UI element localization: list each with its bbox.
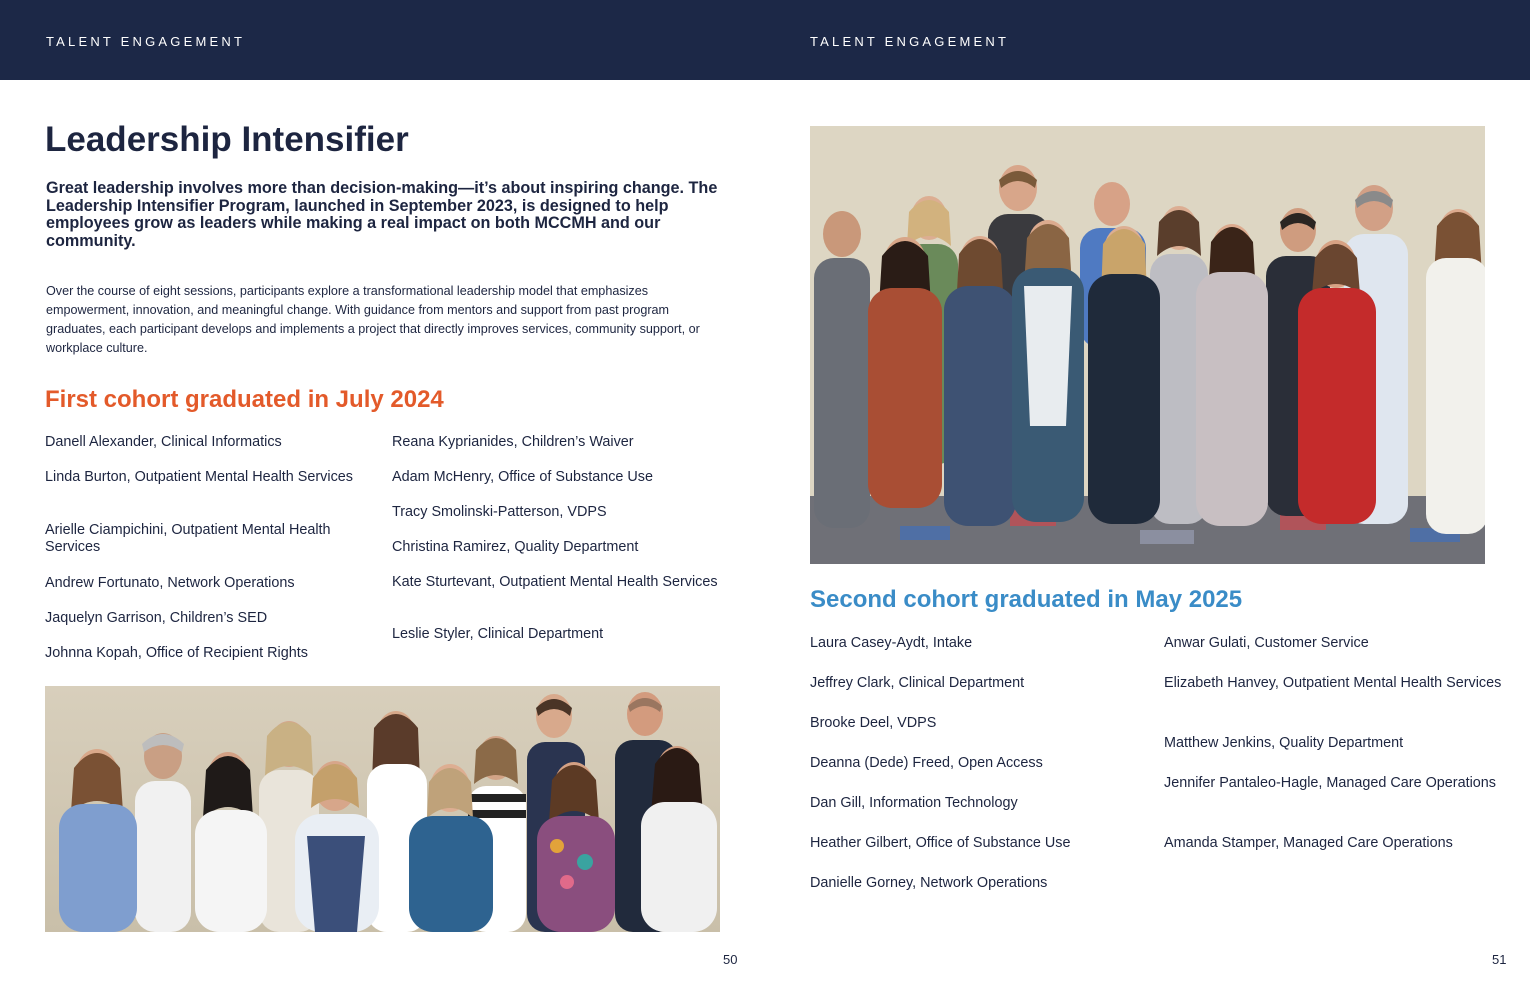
intro-paragraph: Great leadership involves more than decision-making—it’s about inspiring change. The Leadership Intensifier Program, launched in September 2023, is designed to help employees grow as leaders while making a real impact on both MCCMH and our community. <box>46 179 718 250</box>
list-item: Danell Alexander, Clinical Informatics <box>45 434 282 450</box>
list-item: Reana Kyprianides, Children’s Waiver <box>392 434 634 450</box>
page-number-left: 50 <box>723 952 738 967</box>
list-item: Adam McHenry, Office of Substance Use <box>392 469 654 485</box>
list-item: Deanna (Dede) Freed, Open Access <box>810 755 1043 771</box>
body-paragraph: Over the course of eight sessions, participants explore a transformational leadership model that emphasizes empowerment, innovation, and meaningful change. With guidance from mentors and support from past program graduates, each participant develops and implements a project that directly improves services, community support, or workplace culture. <box>46 284 700 355</box>
page-title: Leadership Intensifier <box>45 120 409 159</box>
list-item: Arielle Ciampichini, Outpatient Mental Health Services <box>45 522 331 555</box>
list-item: Laura Casey-Aydt, Intake <box>810 635 973 651</box>
header-bar <box>0 0 1530 80</box>
list-item: Jeffrey Clark, Clinical Department <box>810 675 1025 691</box>
list-item: Dan Gill, Information Technology <box>810 795 1018 811</box>
section-label-left: TALENT ENGAGEMENT <box>46 34 246 49</box>
list-item: Amanda Stamper, Managed Care Operations <box>1164 835 1453 851</box>
list-item: Brooke Deel, VDPS <box>810 715 937 731</box>
list-item: Kate Sturtevant, Outpatient Mental Health Services <box>392 574 718 590</box>
first-cohort-group-photo <box>45 686 720 932</box>
list-item: Heather Gilbert, Office of Substance Use <box>810 835 1071 851</box>
list-item: Leslie Styler, Clinical Department <box>392 626 604 642</box>
list-item: Christina Ramirez, Quality Department <box>392 539 639 555</box>
section-label-right: TALENT ENGAGEMENT <box>810 34 1010 49</box>
list-item: Danielle Gorney, Network Operations <box>810 875 1048 891</box>
list-item: Jennifer Pantaleo-Hagle, Managed Care Operations <box>1164 775 1496 791</box>
list-item: Matthew Jenkins, Quality Department <box>1164 735 1404 751</box>
list-item: Linda Burton, Outpatient Mental Health Services <box>45 469 353 485</box>
second-cohort-group-photo <box>810 126 1485 564</box>
list-item: Jaquelyn Garrison, Children’s SED <box>45 610 268 626</box>
list-item: Anwar Gulati, Customer Service <box>1164 635 1369 651</box>
page-number-right: 51 <box>1492 952 1507 967</box>
list-item: Tracy Smolinski-Patterson, VDPS <box>392 504 607 520</box>
list-item: Andrew Fortunato, Network Operations <box>45 575 295 591</box>
first-cohort-heading: First cohort graduated in July 2024 <box>45 386 444 413</box>
second-cohort-heading: Second cohort graduated in May 2025 <box>810 586 1243 613</box>
list-item: Elizabeth Hanvey, Outpatient Mental Health Services <box>1164 675 1502 691</box>
list-item: Johnna Kopah, Office of Recipient Rights <box>45 645 308 661</box>
